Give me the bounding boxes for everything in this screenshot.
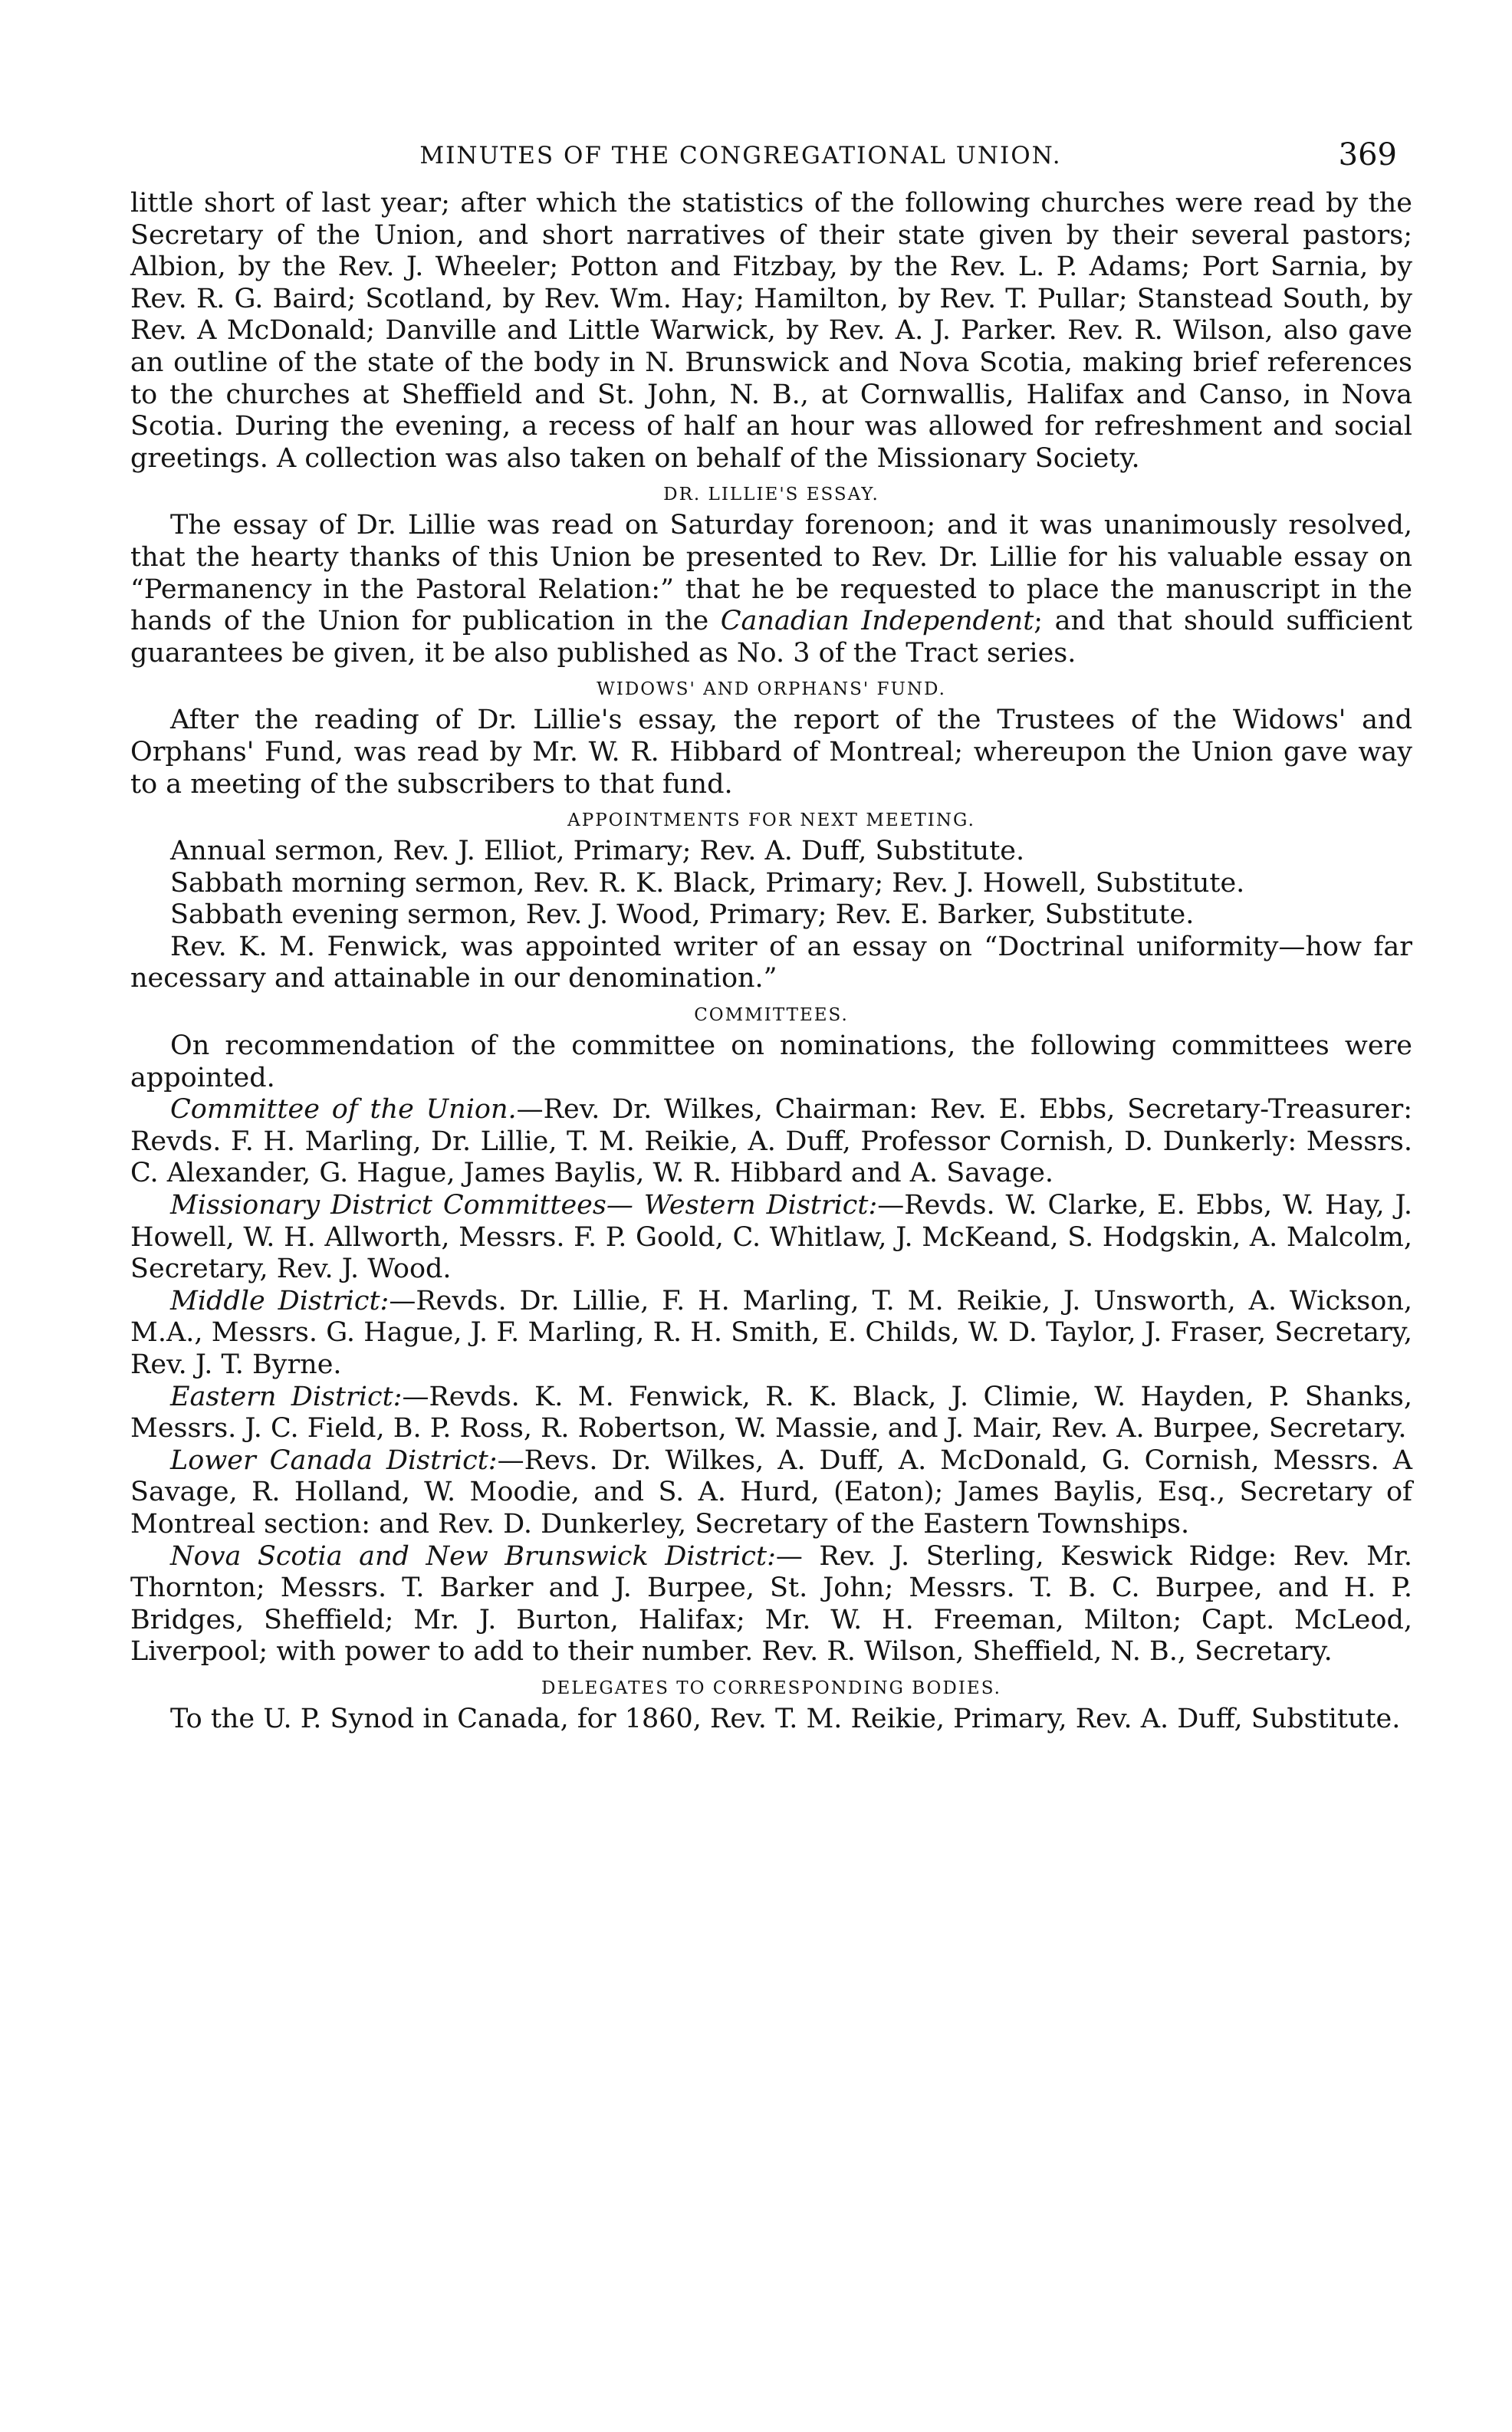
periodical-title: Canadian Independent	[720, 606, 1034, 637]
body-paragraph	[130, 510, 1412, 669]
section-heading-appointments: APPOINTMENTS FOR NEXT MEETING.	[567, 810, 975, 831]
committee-label: Committee of the Union.	[170, 1094, 517, 1126]
appointment-line: Rev. K. M. Fenwick, was appointed writer of an essay on “Doctrinal uniformity—how far necessary and attainable in our denomination.”	[130, 931, 1412, 994]
committee-members: —Rev. Dr. Wilkes, Chairman: Rev. E. Ebbs, Secretary-Treasurer: Revds. F. H. Marling, Dr. Lillie, T. M. Reikie, A. Duff, Professor Cornish, D. Dunkerly: Messrs. C. Alexander, G. Hague, James Baylis, W. R. Hibbard and A. Savage.	[130, 1094, 1413, 1189]
section-heading-delegates: DELEGATES TO CORRESPONDING BODIES.	[541, 1678, 1001, 1698]
committee-members: —Revds. K. M. Fenwick, R. K. Black, J. Climie, W. Hayden, P. Shanks, Messrs. J. C. Field, B. P. Ross, R. Robertson, W. Massie, and J. Mair, Rev. A. Burpee, Secretary.	[130, 1381, 1412, 1444]
committee-members: —Revs. Dr. Wilkes, A. Duff, A. McDonald, G. Cornish, Messrs. A Savage, R. Holland, W. Moodie, and S. A. Hurd, (Eaton); James Baylis, Esq., Secretary of Montreal section: and Rev. D. Dunkerley, Secretary of the Eastern Townships.	[130, 1444, 1412, 1540]
body-paragraph: To the U. P. Synod in Canada, for 1860, Rev. T. M. Reikie, Primary, Rev. A. Duff, Substitute.	[170, 1703, 1401, 1734]
committee-label: Nova Scotia and New Brunswick District:	[170, 1540, 776, 1572]
body-paragraph: On recommendation of the committee on nominations, the following committees were appointed.	[130, 1030, 1412, 1093]
paragraph-text: The essay of Dr. Lillie was read on Saturday forenoon; and it was unanimously resolved, that the hearty thanks of this Union be presented to Rev. Dr. Lillie for his valuable essay on “Permanency in the Pastoral Relation:” that he be requested to place the manuscript in the hands of the Union for publication in the Canadian Independent; and that should sufficient guarantees be given, it be also published as No. 3 of the Tract series.	[130, 510, 1412, 669]
section-heading-committees: COMMITTEES.	[694, 1005, 849, 1026]
committee-label: Lower Canada District:	[170, 1444, 498, 1476]
committee-entry	[130, 1382, 1412, 1445]
running-head	[130, 137, 1412, 188]
page-number: 369	[1338, 137, 1397, 173]
appointment-line: Annual sermon, Rev. J. Elliot, Primary; Rev. A. Duff, Substitute.	[170, 836, 1025, 867]
committee-label: Eastern District:	[170, 1381, 403, 1412]
committee-members: —Revds. W. Clarke, E. Ebbs, W. Hay, J. Howell, W. H. Allworth, Messrs. F. P. Goold, C. Whitlaw, J. McKeand, S. Hodgskin, A. Malcolm, Secretary, Rev. J. Wood.	[130, 1190, 1412, 1285]
body-paragraph: After the reading of Dr. Lillie's essay, the report of the Trustees of the Widows' and Orphans' Fund, was read by Mr. W. R. Hibbard of Montreal; whereupon the Union gave way to a meeting of the subscribers to that fund.	[130, 705, 1412, 800]
document-body	[130, 188, 1412, 1736]
committee-label: Missionary District Committees— Western District:	[170, 1190, 878, 1221]
running-head-title: MINUTES OF THE CONGREGATIONAL UNION.	[419, 142, 1062, 169]
committee-members: — Rev. J. Sterling, Keswick Ridge: Rev. Mr. Thornton; Messrs. T. Barker and J. Burpee, St. John; Messrs. T. B. C. Burpee, and H. P. Bridges, Sheffield; Mr. J. Burton, Halifax; Mr. W. H. Freeman, Milton; Capt. McLeod, Liverpool; with power to add to their number. Rev. R. Wilson, Sheffield, N. B., Secretary.	[130, 1540, 1412, 1668]
committee-label: Middle District:	[170, 1285, 390, 1316]
body-paragraph: little short of last year; after which the statistics of the following churches were read by the Secretary of the Union, and short narratives of their state given by their several pastors; Albion, by the Rev. J. Wheeler; Potton and Fitzbay, by the Rev. L. P. Adams; Port Sarnia, by Rev. R. G. Baird; Scotland, by Rev. Wm. Hay; Hamilton, by Rev. T. Pullar; Stanstead South, by Rev. A McDonald; Danville and Little Warwick, by Rev. A. J. Parker. Rev. R. Wilson, also gave an outline of the state of the body in N. Brunswick and Nova Scotia, making brief references to the churches at Sheffield and St. John, N. B., at Cornwallis, Halifax and Canso, in Nova Scotia. During the evening, a recess of half an hour was allowed for refreshment and social greetings. A collection was also taken on behalf of the Missionary Society.	[130, 188, 1412, 474]
committee-entry	[130, 1541, 1412, 1668]
committee-entry	[130, 1286, 1412, 1382]
appointment-line: Sabbath morning sermon, Rev. R. K. Black, Primary; Rev. J. Howell, Substitute.	[170, 867, 1245, 899]
appointment-line: Sabbath evening sermon, Rev. J. Wood, Primary; Rev. E. Barker, Substitute.	[170, 899, 1195, 931]
committee-entry	[130, 1445, 1412, 1541]
committee-members: —Revds. Dr. Lillie, F. H. Marling, T. M. Reikie, J. Unsworth, A. Wickson, M.A., Messrs. G. Hague, J. F. Marling, R. H. Smith, E. Childs, W. D. Taylor, J. Fraser, Secretary, Rev. J. T. Byrne.	[130, 1285, 1412, 1380]
committee-entry	[130, 1094, 1412, 1190]
committee-entry	[130, 1190, 1412, 1286]
section-heading-lillie-essay: DR. LILLIE'S ESSAY.	[663, 485, 879, 505]
section-heading-widows-orphans-fund: WIDOWS' AND ORPHANS' FUND.	[597, 679, 946, 700]
